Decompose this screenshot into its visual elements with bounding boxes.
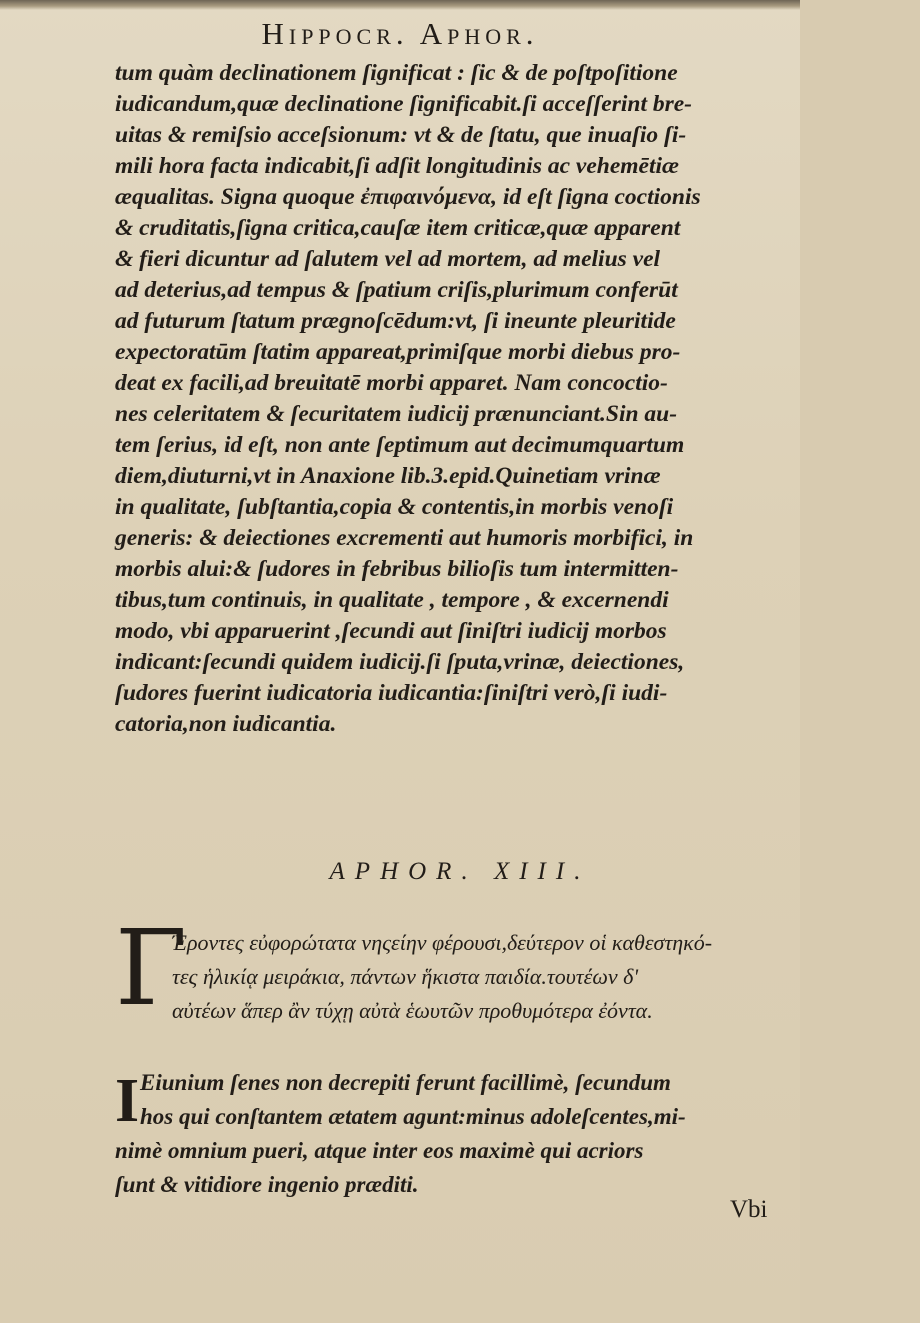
text-line: morbis alui:& ſudores in febribus bilioſis tum intermitten- bbox=[115, 556, 679, 582]
aphorism-heading: APHOR. XIII. bbox=[329, 858, 591, 885]
text-line: uitas & remiſsio acceſsionum: vt & de ſtatu, que inuaſio ſi- bbox=[115, 122, 687, 148]
text-line: & cruditatis,ſigna critica,cauſæ item criticæ,quæ apparent bbox=[115, 215, 681, 241]
text-line: ſudores fuerint iudicatoria iudicantia:ſiniſtri verò,ſi iudi- bbox=[115, 680, 668, 706]
text-line: deat ex facili,ad breuitatē morbi apparet. Nam concoctio- bbox=[115, 370, 668, 396]
catchword: Vbi bbox=[730, 1196, 768, 1223]
latin-line: Eiunium ſenes non decrepiti ferunt facillimè, ſecundum bbox=[140, 1070, 671, 1095]
greek-line: τες ἡλικίᾳ μειράκια, πάντων ἥκιστα παιδία.τουτέων δ' bbox=[172, 964, 639, 989]
text-line: ad futurum ſtatum prægnoſcēdum:vt, ſi ineunte pleuritide bbox=[115, 308, 676, 334]
text-line: & fieri dicuntur ad ſalutem vel ad mortem, ad melius vel bbox=[115, 246, 661, 272]
latin-initial-letter: I bbox=[115, 1067, 140, 1135]
latin-line: nimè omnium pueri, atque inter eos maximè qui acriors bbox=[115, 1138, 644, 1163]
text-line: ad deterius,ad tempus & ſpatium criſis,plurimum conferūt bbox=[115, 277, 678, 303]
text-line: nes celeritatem & ſecuritatem iudicij prænunciant.Sin au- bbox=[115, 401, 678, 427]
running-header: Hippocr. Aphor. bbox=[261, 16, 539, 51]
page-top-edge bbox=[0, 0, 800, 10]
text-line: æqualitas. Signa quoque ἐπιφαινόμενα, id eſt ſigna coctionis bbox=[115, 184, 701, 210]
text-line: tum quàm declinationem ſignificat : ſic & de poſtpoſitione bbox=[115, 60, 678, 86]
latin-aphorism bbox=[115, 1066, 790, 1202]
text-line: mili hora facta indicabit,ſi adſit longitudinis ac vehemētiæ bbox=[115, 153, 679, 179]
commentary-text bbox=[115, 58, 795, 740]
text-line: indicant:ſecundi quidem iudicij.ſi ſputa,vrinæ, deiectiones, bbox=[115, 649, 685, 675]
latin-line: hos qui conſtantem ætatem agunt:minus adoleſcentes,mi- bbox=[140, 1104, 686, 1129]
gamma-initial-letter bbox=[115, 907, 188, 1029]
greek-line: αὐτέων ἅπερ ἂν τύχῃ αὐτὰ ἑωυτῶν προθυμότερα ἐόντα. bbox=[172, 998, 653, 1023]
text-line: diem,diuturni,vt in Anaxione lib.3.epid.Quinetiam vrinæ bbox=[115, 463, 661, 489]
text-line: iudicandum,quæ declinatione ſignificabit.ſi acceſſerint bre- bbox=[115, 91, 693, 117]
greek-line: Έροντες εὐφορώτατα νηςείην φέρουσι,δεύτερον οἱ καθεστηκό- bbox=[172, 930, 713, 955]
text-line: tem ſerius, id eſt, non ante ſeptimum aut decimumquartum bbox=[115, 432, 685, 458]
latin-line: ſunt & vitidiore ingenio præditi. bbox=[115, 1172, 419, 1197]
greek-aphorism bbox=[172, 926, 792, 1028]
text-line: modo, vbi apparuerint ,ſecundi aut ſiniſtri iudicij morbos bbox=[115, 618, 667, 644]
text-line: expectoratūm ſtatim appareat,primiſque morbi diebus pro- bbox=[115, 339, 681, 365]
text-line: generis: & deiectiones excrementi aut humoris morbifici, in bbox=[115, 525, 694, 551]
gamma-initial-text: Γ bbox=[115, 907, 188, 1029]
text-line: catoria,non iudicantia. bbox=[115, 711, 337, 737]
text-line: tibus,tum continuis, in qualitate , tempore , & excernendi bbox=[115, 587, 669, 613]
text-line: in qualitate, ſubſtantia,copia & contentis,in morbis venoſi bbox=[115, 494, 674, 520]
